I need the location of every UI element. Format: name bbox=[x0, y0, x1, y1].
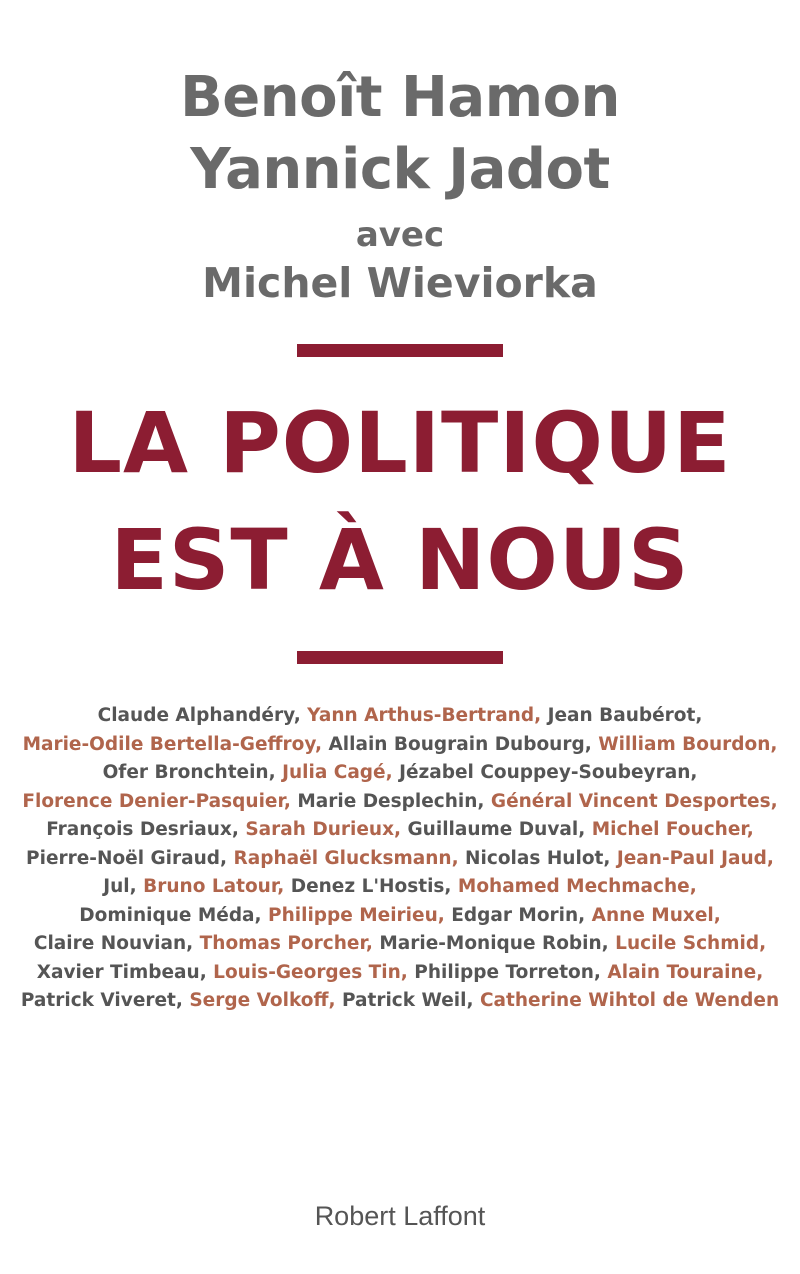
contributor-name: Julia Cagé, bbox=[282, 762, 393, 783]
authors-block bbox=[0, 62, 800, 308]
contributor-name: William Bourdon, bbox=[598, 733, 778, 755]
contributor-name: Patrick Weil, bbox=[341, 990, 474, 1011]
title-line: LA POLITIQUE bbox=[68, 394, 732, 492]
contributor-name: Raphaël Glucksmann, bbox=[233, 847, 459, 869]
contributor-name: Denez L'Hostis, bbox=[290, 876, 452, 897]
title-rule-bottom bbox=[297, 651, 503, 664]
contributor-name: Marie-Odile Bertella-Geffroy, bbox=[22, 733, 323, 755]
contributor-name: Sarah Durieux, bbox=[245, 819, 402, 840]
contributor-name: Marie Desplechin, bbox=[297, 790, 485, 812]
author-name: Yannick Jadot bbox=[190, 137, 610, 202]
contributor-name: Ofer Bronchtein, bbox=[102, 762, 276, 783]
contributor-name: Patrick Viveret, bbox=[20, 990, 183, 1011]
contributor-name: Philippe Torreton, bbox=[414, 961, 601, 983]
contributor-name: Xavier Timbeau, bbox=[36, 961, 207, 983]
contributor-name: François Desriaux, bbox=[46, 819, 239, 840]
contributor-name: Serge Volkoff, bbox=[189, 990, 336, 1011]
contributor-name: Alain Touraine, bbox=[607, 961, 764, 983]
contributor-name: Dominique Méda, bbox=[79, 904, 262, 926]
contributor-name: Marie-Monique Robin, bbox=[379, 933, 609, 954]
contributor-name: Jul, bbox=[103, 876, 137, 897]
contributor-name: Jean-Paul Jaud, bbox=[616, 847, 774, 869]
contributor-name: Lucile Schmid, bbox=[615, 933, 767, 954]
author-name: Benoît Hamon bbox=[180, 65, 620, 130]
contributor-name: Catherine Wihtol de Wenden bbox=[479, 990, 780, 1011]
contributor-name: Louis-Georges Tin, bbox=[213, 961, 408, 983]
contributor-name: Général Vincent Desportes, bbox=[490, 790, 778, 812]
publisher-name: Robert Laffont bbox=[314, 1201, 486, 1231]
contributor-name: Yann Arthus-Bertrand, bbox=[307, 705, 542, 726]
contributors-list bbox=[18, 702, 782, 1016]
contributor-name: Anne Muxel, bbox=[591, 904, 721, 926]
title-line: EST À NOUS bbox=[110, 511, 690, 609]
contributor-name: Claude Alphandéry, bbox=[97, 705, 301, 726]
title-rule-top bbox=[297, 344, 503, 357]
contributor-name: Pierre-Noël Giraud, bbox=[26, 847, 228, 869]
with-label: avec bbox=[355, 215, 445, 255]
contributor-name: Jézabel Couppey-Soubeyran, bbox=[399, 762, 698, 783]
contributor-name: Jean Baubérot, bbox=[547, 705, 703, 726]
contributor-name: Florence Denier-Pasquier, bbox=[22, 790, 291, 812]
book-title bbox=[0, 385, 800, 619]
contributor-name: Guillaume Duval, bbox=[407, 819, 586, 840]
contributor-name: Allain Bougrain Dubourg, bbox=[328, 733, 592, 755]
contributor-name: Nicolas Hulot, bbox=[465, 847, 611, 869]
contributor-name: Thomas Porcher, bbox=[199, 933, 373, 954]
contributor-name: Claire Nouvian, bbox=[33, 933, 194, 954]
contributor-name: Michel Foucher, bbox=[591, 819, 754, 840]
contributor-name: Edgar Morin, bbox=[451, 904, 586, 926]
contributor-name: Bruno Latour, bbox=[143, 876, 285, 897]
contributor-name: Philippe Meirieu, bbox=[268, 904, 445, 926]
contributor-name: Mohamed Mechmache, bbox=[457, 876, 697, 897]
co-author-name: Michel Wieviorka bbox=[202, 259, 598, 307]
